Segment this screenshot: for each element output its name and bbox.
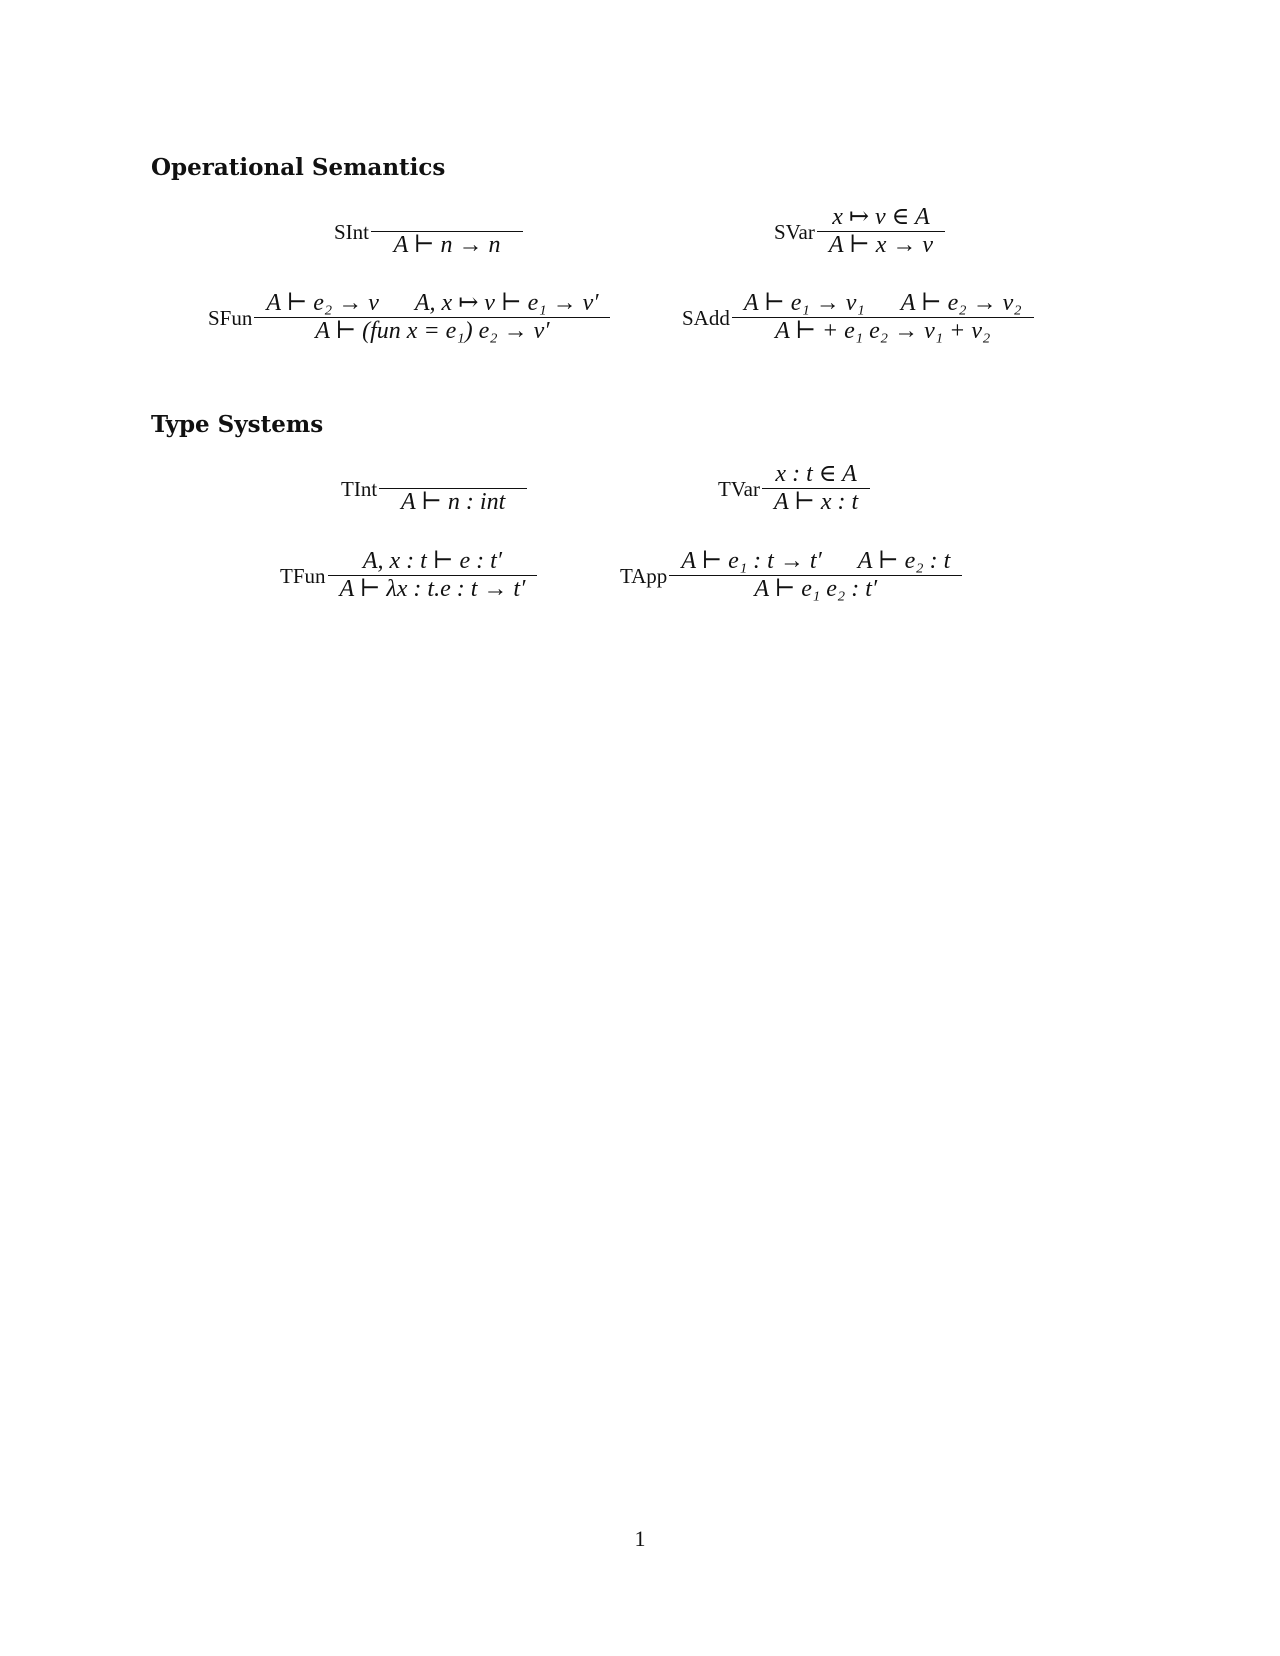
rule-tapp bbox=[620, 548, 962, 603]
rule-tint bbox=[341, 461, 527, 516]
conclusion: A ⊢ x → v bbox=[828, 232, 934, 258]
inference-fraction bbox=[254, 290, 610, 345]
premise-row bbox=[817, 204, 945, 231]
rule-name: SVar bbox=[774, 219, 815, 244]
premise: A ⊢ e₁ : t → t′ bbox=[681, 548, 822, 574]
premise-row bbox=[371, 204, 523, 231]
premise-row bbox=[328, 548, 538, 575]
inference-fraction bbox=[379, 461, 527, 516]
rule-name: TInt bbox=[341, 476, 378, 501]
inference-fraction bbox=[762, 461, 870, 516]
premise-row bbox=[669, 548, 962, 575]
rule-name: SAdd bbox=[682, 305, 730, 330]
page-number: 1 bbox=[634, 1526, 646, 1551]
inference-fraction bbox=[732, 290, 1034, 345]
premise-row bbox=[379, 461, 527, 488]
rule-sadd bbox=[682, 290, 1034, 345]
rule-tfun bbox=[280, 548, 537, 603]
premise: x ↦ v ∈ A bbox=[832, 204, 930, 230]
premise-row bbox=[732, 290, 1034, 317]
conclusion: A ⊢ n → n bbox=[393, 232, 501, 258]
premise: A, x ↦ v ⊢ e₁ → v′ bbox=[414, 290, 599, 316]
rule-name: SInt bbox=[334, 219, 370, 244]
rule-tvar bbox=[718, 461, 870, 516]
premise-row bbox=[762, 461, 870, 488]
inference-fraction bbox=[371, 204, 523, 259]
inference-fraction bbox=[328, 548, 538, 603]
rule-name: TVar bbox=[718, 476, 760, 501]
premise: x : t ∈ A bbox=[775, 461, 857, 487]
section-title-operational-semantics: Operational Semantics bbox=[151, 154, 446, 181]
conclusion: A ⊢ x : t bbox=[773, 489, 859, 515]
conclusion: A ⊢ (fun x = e₁) e₂ → v′ bbox=[315, 318, 550, 344]
rule-svar bbox=[774, 204, 945, 259]
premise-row bbox=[254, 290, 610, 317]
rule-name: TApp bbox=[620, 563, 668, 588]
inference-fraction bbox=[669, 548, 962, 603]
conclusion: A ⊢ + e₁ e₂ → v₁ + v₂ bbox=[775, 318, 991, 344]
conclusion: A ⊢ e₁ e₂ : t′ bbox=[754, 576, 878, 602]
premise: A, x : t ⊢ e : t′ bbox=[362, 548, 502, 574]
rule-name: SFun bbox=[208, 305, 253, 330]
premise: A ⊢ e₂ → v₂ bbox=[900, 290, 1022, 316]
rule-sint bbox=[334, 204, 523, 259]
premise: A ⊢ e₁ → v₁ bbox=[743, 290, 865, 316]
rule-sfun bbox=[208, 290, 610, 345]
conclusion: A ⊢ λx : t.e : t → t′ bbox=[339, 576, 526, 602]
premise: A ⊢ e₂ : t bbox=[857, 548, 951, 574]
inference-fraction bbox=[817, 204, 945, 259]
conclusion: A ⊢ n : int bbox=[401, 489, 506, 515]
premise: A ⊢ e₂ → v bbox=[266, 290, 379, 316]
rule-name: TFun bbox=[280, 563, 326, 588]
section-title-type-systems: Type Systems bbox=[151, 411, 324, 438]
